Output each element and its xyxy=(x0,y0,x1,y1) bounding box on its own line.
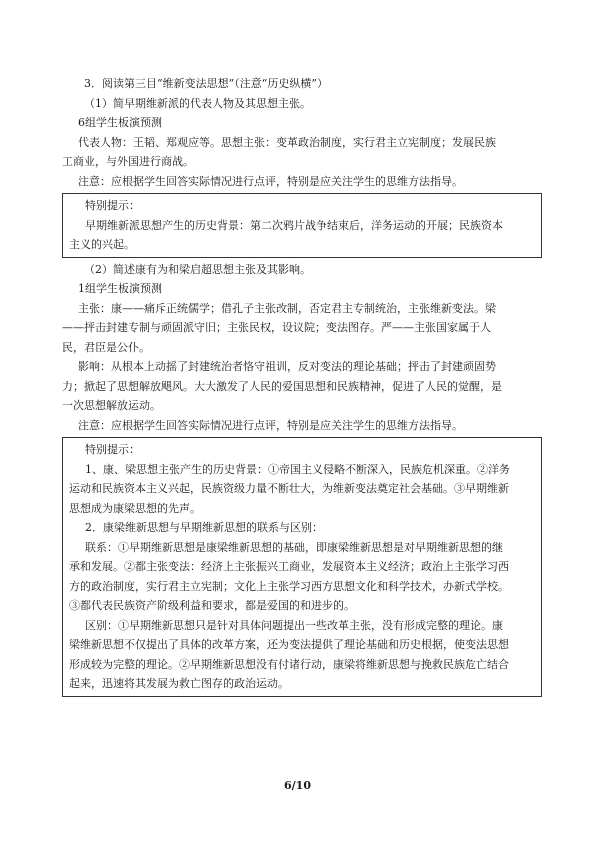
tip-title: 特别提示： xyxy=(85,199,140,212)
influence-line-1: 影响：从根本上动摇了封建统治者恪守祖训，反对变法的理论基础；抨击了封建顽固势 xyxy=(78,360,496,373)
teacher-note-1: 注意：应根据学生回答实际情况进行点评，特别是应关注学生的思维方法指导。 xyxy=(78,174,463,188)
claims-line-3: 民，君臣是公仆。 xyxy=(62,340,150,354)
influence-line-3: 一次思想解放运动。 xyxy=(62,399,161,412)
document-body xyxy=(62,74,542,699)
tip-connection-line-3: 方的政治制度，实行君主立宪制；文化上主张学习西方思想文化和科学技术，办新式学校。 xyxy=(69,579,509,593)
tip-connection-line-2: 承和发展。②都主张变法：经济上主张振兴工商业，发展资本主义经济；政治上主张学习西 xyxy=(69,560,509,573)
tip-title: 特别提示： xyxy=(85,443,140,456)
section-heading: 3．阅读第三目“维新变法思想”（注意“历史纵横”） xyxy=(84,77,328,90)
tip-comparison-title: 2．康梁维新思想与早期维新思想的联系与区别： xyxy=(85,521,323,534)
tip-connection-line-4: ③都代表民族资产阶级利益和要求，都是爱国的和进步的。 xyxy=(69,599,355,612)
tip-difference-line-3: 形成较为完整的理论。②早期维新思想没有付诸行动，康梁将维新思想与挽救民族危亡结合 xyxy=(69,657,509,671)
tip-difference-line-4: 起来，迅速将其发展为救亡图存的政治运动。 xyxy=(69,677,289,690)
claims-line-2: ——抨击封建专制与顽固派守旧；主张民权，设议院；变法图存。严——主张国家属于人 xyxy=(62,321,491,334)
tip-difference-line-1: 区别：①早期维新思想只是针对具体问题提出一些改革主张，没有形成完整的理论。康 xyxy=(85,618,503,632)
representatives-line-2: 工商业，与外国进行商战。 xyxy=(62,155,194,168)
special-tip-box-2 xyxy=(62,437,542,697)
group-prediction-6: 6组学生板演预测 xyxy=(78,116,162,129)
tip-connection-line-1: 联系：①早期维新思想是康梁维新思想的基础，即康梁维新思想是对早期维新思想的继 xyxy=(85,540,503,554)
tip-background-line-3: 思想成为康梁思想的先声。 xyxy=(69,501,201,515)
tip-line-2: 主义的兴起。 xyxy=(69,238,135,251)
tip-background-line-1: 1、康、梁思想主张产生的历史背景：①帝国主义侵略不断深入，民族危机深重。②洋务 xyxy=(85,462,510,476)
tip-background-line-2: 运动和民族资本主义兴起，民族资级力量不断壮大，为维新变法奠定社会基础。③早期维新 xyxy=(69,482,509,495)
claims-line-1: 主张：康——痛斥正统儒学；借孔子主张改制，否定君主专制统治，主张维新变法。梁 xyxy=(78,301,496,315)
tip-difference-line-2: 梁维新思想不仅提出了具体的改革方案，还为变法提供了理论基础和历史根据，使变法思想 xyxy=(69,638,509,651)
influence-line-2: 力；掀起了思想解放飓风。大大激发了人民的爱国思想和民族精神，促进了人民的觉醒，是 xyxy=(62,379,502,393)
group-prediction-1: 1组学生板演预测 xyxy=(78,282,162,295)
teacher-note-2: 注意：应根据学生回答实际情况进行点评，特别是应关注学生的思维方法指导。 xyxy=(78,418,463,432)
question-2: （2）简述康有为和梁启超思想主张及其影响。 xyxy=(84,262,311,276)
tip-line-1: 早期维新派思想产生的历史背景：第二次鸦片战争结束后，洋务运动的开展；民族资本 xyxy=(85,218,503,232)
representatives-line-1: 代表人物：王韬、郑观应等。思想主张：变革政治制度，实行君主立宪制度；发展民族 xyxy=(78,135,496,149)
special-tip-box-1 xyxy=(62,193,542,258)
question-1: （1）简早期维新派的代表人物及其思想主张。 xyxy=(84,96,311,110)
page-number: 6/10 xyxy=(284,779,311,792)
